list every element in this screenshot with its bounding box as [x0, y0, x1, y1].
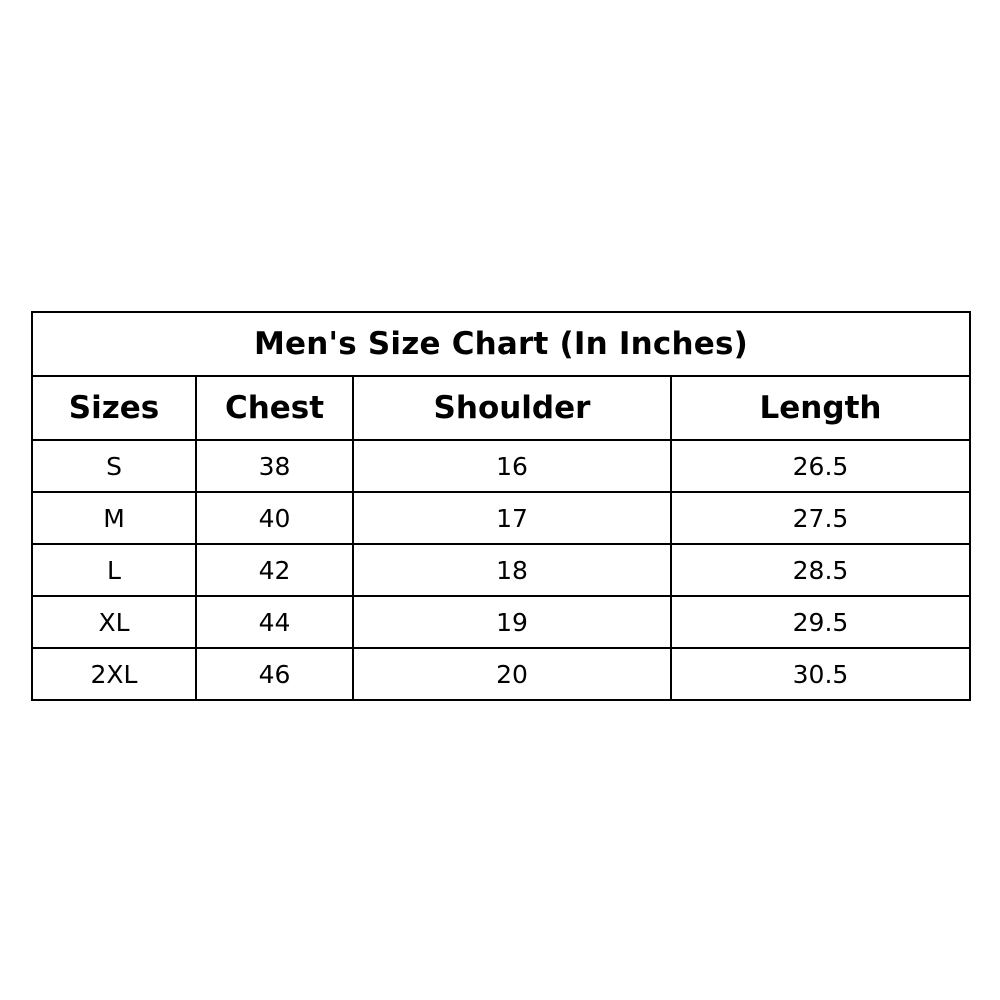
column-header-shoulder: Shoulder: [353, 376, 671, 440]
cell-size: XL: [32, 596, 196, 648]
size-chart-container: [31, 311, 969, 701]
cell-size: L: [32, 544, 196, 596]
table-row: [32, 648, 970, 700]
cell-chest: 40: [196, 492, 353, 544]
cell-length: 29.5: [671, 596, 970, 648]
cell-length: 26.5: [671, 440, 970, 492]
size-chart-table: [31, 311, 971, 701]
column-header-length: Length: [671, 376, 970, 440]
cell-length: 28.5: [671, 544, 970, 596]
cell-length: 27.5: [671, 492, 970, 544]
cell-chest: 44: [196, 596, 353, 648]
table-title-row: [32, 312, 970, 376]
cell-shoulder: 18: [353, 544, 671, 596]
cell-size: M: [32, 492, 196, 544]
cell-shoulder: 16: [353, 440, 671, 492]
column-header-sizes: Sizes: [32, 376, 196, 440]
table-header-row: [32, 376, 970, 440]
cell-size: S: [32, 440, 196, 492]
cell-size: 2XL: [32, 648, 196, 700]
table-row: [32, 440, 970, 492]
cell-shoulder: 20: [353, 648, 671, 700]
column-header-chest: Chest: [196, 376, 353, 440]
cell-chest: 38: [196, 440, 353, 492]
cell-chest: 46: [196, 648, 353, 700]
cell-length: 30.5: [671, 648, 970, 700]
chart-title: Men's Size Chart (In Inches): [32, 312, 970, 376]
table-row: [32, 544, 970, 596]
cell-shoulder: 19: [353, 596, 671, 648]
table-row: [32, 492, 970, 544]
cell-chest: 42: [196, 544, 353, 596]
cell-shoulder: 17: [353, 492, 671, 544]
table-row: [32, 596, 970, 648]
